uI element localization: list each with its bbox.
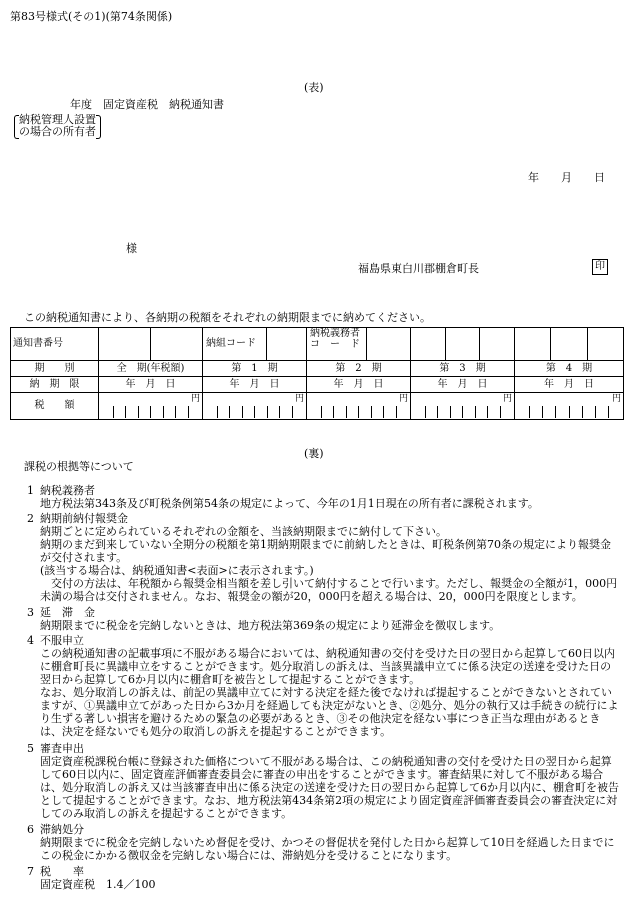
due-date-3: 年 月 日 xyxy=(411,377,515,393)
due-date-full-year: 年 月 日 xyxy=(99,377,203,393)
section-5-line-1: 固定資産税課税台帳に登録された価格について不服がある場合は、この納税通知書の交付を受けた日の翌日から起算して60日以内に、固定資産評価審査委員会に審査の申出をすることができます。審査結果に対して不服がある場合は、処分取消しの訴え又は当該審査申出に係る決定の送達を受けた日の翌日から起算して6か月以内に、棚倉町を被告として提起することができます。なお、地方税法第434条第2項の規定により固定資産評価審査委員会の審査決定に対してのみ取消しの訴えを提起することができます。 xyxy=(40,755,619,820)
table-row-due-dates xyxy=(11,377,624,393)
owner-note-line-2: の場合の所有者 xyxy=(19,125,96,138)
seal-mark: 印 xyxy=(592,259,608,275)
section-2-line-3: (該当する場合は、納税通知書<表面>に表示されます。) xyxy=(40,564,314,577)
notice-number-field xyxy=(99,328,203,361)
table-row-amounts xyxy=(11,393,624,420)
document-title: 年度 固定資産税 納税通知書 xyxy=(70,98,224,111)
amount-label: 税 額 xyxy=(11,393,99,420)
amount-period-1: 円 xyxy=(203,393,307,420)
table-row-periods xyxy=(11,361,624,377)
taxpayer-code-cell xyxy=(307,328,411,361)
notice-number-label: 通知書番号 xyxy=(11,328,99,361)
period-full-year: 全 期(年税額) xyxy=(99,361,203,377)
section-4-number: 4 xyxy=(27,634,34,647)
period-label: 期 別 xyxy=(11,361,99,377)
section-1-heading: 納税義務者 xyxy=(40,484,95,497)
due-date-label: 納 期 限 xyxy=(11,377,99,393)
section-2-number: 2 xyxy=(27,512,34,525)
taxpayer-code-field-1 xyxy=(411,328,515,361)
period-1: 第 1 期 xyxy=(203,361,307,377)
section-3-heading: 延 滞 金 xyxy=(40,606,95,619)
section-6-heading: 滞納処分 xyxy=(40,823,84,836)
section-2-line-4: 交付の方法は、年税額から報奨金相当額を差し引いて納付することで行います。ただし、報奨金の全額が1，000円未満の場合は交付されません。なお、報奨金の額が20，000円を超える場合は、20，000円を限度とします。 xyxy=(40,577,618,603)
front-side-label: (表) xyxy=(304,81,324,94)
payment-code-cell xyxy=(203,328,307,361)
back-side-label: (裏) xyxy=(304,447,324,460)
addressee-suffix: 様 xyxy=(126,242,137,255)
section-7-heading: 税 率 xyxy=(40,865,84,878)
section-3-number: 3 xyxy=(27,606,34,619)
taxpayer-code-label: 納税義務者 コ ー ド xyxy=(307,328,367,360)
taxpayer-code-field-2 xyxy=(515,328,624,361)
form-number: 第83号様式(その1)(第74条関係) xyxy=(10,10,173,23)
amount-full-year: 円 xyxy=(99,393,203,420)
section-2-heading: 納期前納付報奨金 xyxy=(40,512,128,525)
payment-instruction: この納税通知書により、各納期の税額をそれぞれの納期限までに納めてください。 xyxy=(24,311,431,324)
section-7-number: 7 xyxy=(27,865,34,878)
due-date-2: 年 月 日 xyxy=(307,377,411,393)
tax-notice-table xyxy=(10,327,624,420)
due-date-1: 年 月 日 xyxy=(203,377,307,393)
payment-code-label: 納組コード xyxy=(203,328,267,360)
issuer-name: 福島県東白川郡棚倉町長 xyxy=(358,262,479,275)
section-7-line-1: 固定資産税 1.4／100 xyxy=(40,878,156,891)
back-title: 課税の根拠等について xyxy=(24,460,134,473)
section-4-line-2: なお、処分取消しの訴えは、前記の異議申立てに対する決定を経た後でなければ提起することができないとされていますが、①異議申立てがあった日から3か月を経過しても決定がないとき、②処分、処分の執行又は手続きの続行により生ずる著しい損害を避けるための緊急の必要があるとき、③その他決定を経ない事につき正当な理由があるときは、決定を経ないでも処分の取消しの訴えを提起することができます。 xyxy=(40,686,619,738)
table-row-codes xyxy=(11,328,624,361)
amount-period-4: 円 xyxy=(515,393,624,420)
period-2: 第 2 期 xyxy=(307,361,411,377)
issue-date: 年 月 日 xyxy=(528,171,605,184)
section-4-line-1: この納税通知書の記載事項に不服がある場合においては、納税通知書の交付を受けた日の翌日から起算して60日以内に棚倉町長に異議申立をすることができます。処分取消しの訴えは、当該異議申立てに係る決定の送達を受けた日の翌日から起算して6か月以内に棚倉町を被告として提起することができます。 xyxy=(40,647,615,686)
owner-note xyxy=(19,114,96,138)
section-5-heading: 審査申出 xyxy=(40,742,84,755)
section-3-line-1: 納期限までに税金を完納しないときは、地方税法第369条の規定により延滞金を徴収します。 xyxy=(40,619,501,632)
section-1-number: 1 xyxy=(27,484,34,497)
owner-note-line-1: 納税管理人設置 xyxy=(19,113,96,126)
amount-period-3: 円 xyxy=(411,393,515,420)
due-date-4: 年 月 日 xyxy=(515,377,624,393)
section-2-line-2: 納期のまだ到来していない全期分の税額を第1期納期限までに前納したときは、町税条例第70条の規定により報奨金が交付されます。 xyxy=(40,538,611,564)
section-6-line-1: 納期限までに税金を完納しないため督促を受け、かつその督促状を発付した日から起算して10日を経過した日までにこの税金にかかる徴収金を完納しない場合には、滞納処分を受けることになります。 xyxy=(40,836,615,862)
section-1-line-1: 地方税法第343条及び町税条例第54条の規定によって、今年の1月1日現在の所有者に課税されます。 xyxy=(40,497,539,510)
period-4: 第 4 期 xyxy=(515,361,624,377)
section-5-number: 5 xyxy=(27,742,34,755)
section-4-heading: 不服申立 xyxy=(40,634,84,647)
section-6-number: 6 xyxy=(27,823,34,836)
period-3: 第 3 期 xyxy=(411,361,515,377)
amount-period-2: 円 xyxy=(307,393,411,420)
section-2-line-1: 納期ごとに定められているそれぞれの金額を、当該納期限までに納付して下さい。 xyxy=(40,525,447,538)
